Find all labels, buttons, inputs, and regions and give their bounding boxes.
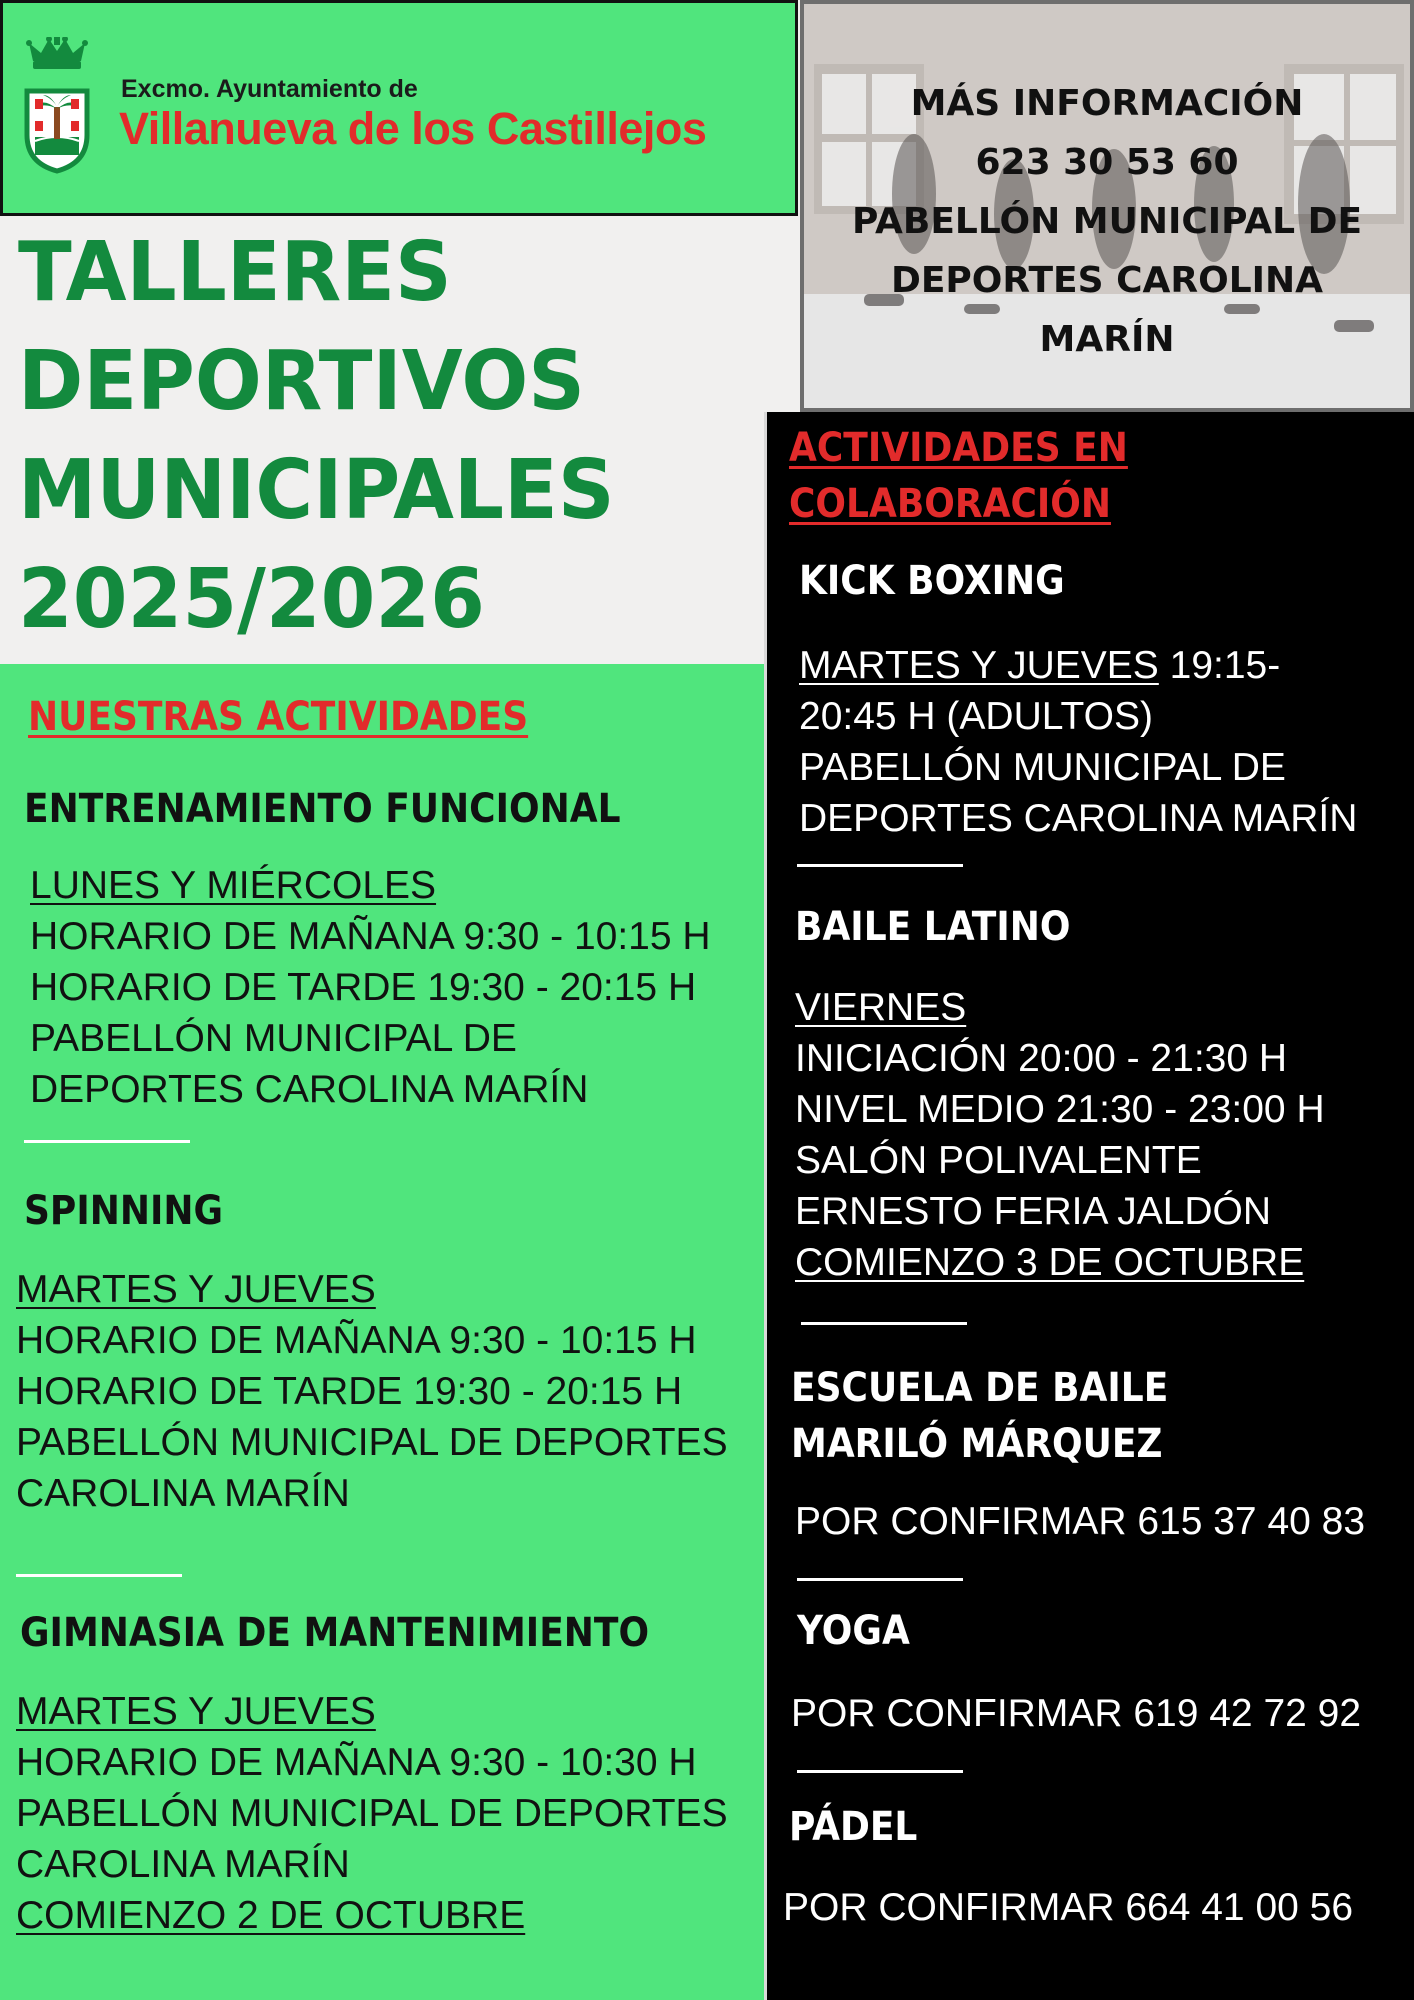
divider — [801, 1322, 967, 1325]
schedule-time: 19:15- — [1158, 644, 1281, 687]
collaboration-activities-panel — [764, 412, 1414, 2000]
escuela-title-line-2: MARILÓ MÁRQUEZ — [791, 1421, 1163, 1467]
activity-info-escuela-baile: POR CONFIRMAR 615 37 40 83 — [795, 1500, 1366, 1543]
schedule-days: MARTES Y JUEVES — [16, 1268, 376, 1311]
activity-schedule-kickboxing — [799, 640, 1357, 844]
activity-title-gimnasia: GIMNASIA DE MANTENIMIENTO — [20, 1610, 650, 1656]
collaboration-heading-line-1: ACTIVIDADES EN — [789, 425, 1128, 471]
activity-schedule-baile-latino — [795, 982, 1325, 1288]
municipal-header — [0, 0, 798, 216]
schedule-days: LUNES Y MIÉRCOLES — [30, 864, 437, 907]
schedule-line: HORARIO DE TARDE 19:30 - 20:15 H — [30, 966, 697, 1009]
poster-title — [18, 218, 639, 654]
divider — [797, 1578, 963, 1581]
schedule-line: HORARIO DE TARDE 19:30 - 20:15 H — [16, 1370, 683, 1413]
info-venue-line-2: DEPORTES CAROLINA — [890, 260, 1324, 301]
schedule-line: NIVEL MEDIO 21:30 - 23:00 H — [795, 1088, 1325, 1131]
activity-title-yoga: YOGA — [797, 1608, 910, 1654]
municipal-crest-icon — [21, 37, 93, 177]
divider — [24, 1140, 190, 1143]
schedule-line: 20:45 H (ADULTOS) — [799, 695, 1154, 738]
own-activities-panel — [0, 664, 764, 2000]
activity-schedule-spinning — [16, 1264, 728, 1519]
title-line-4: 2025/2026 — [18, 552, 485, 647]
activity-title-baile-latino: BAILE LATINO — [795, 904, 1071, 950]
schedule-line: PABELLÓN MUNICIPAL DE — [30, 1017, 517, 1060]
title-line-2: DEPORTIVOS — [18, 334, 585, 429]
org-name-prefix: Excmo. Ayuntamiento de — [121, 75, 418, 103]
activity-info-yoga: POR CONFIRMAR 619 42 72 92 — [791, 1692, 1362, 1735]
info-phone: 623 30 53 60 — [975, 142, 1239, 183]
schedule-line: HORARIO DE MAÑANA 9:30 - 10:15 H — [16, 1319, 697, 1362]
activity-title-funcional: ENTRENAMIENTO FUNCIONAL — [24, 786, 621, 832]
title-line-3: MUNICIPALES — [18, 443, 615, 538]
org-name-town: Villanueva de los Castillejos — [119, 103, 707, 154]
activity-title-escuela-baile — [791, 1360, 1168, 1472]
schedule-days: MARTES Y JUEVES — [799, 644, 1159, 687]
collaboration-heading-line-2: COLABORACIÓN — [789, 481, 1112, 527]
schedule-line: PABELLÓN MUNICIPAL DE — [799, 746, 1286, 789]
schedule-line: CAROLINA MARÍN — [16, 1472, 350, 1515]
schedule-days: MARTES Y JUEVES — [16, 1690, 376, 1733]
activity-title-kickboxing: KICK BOXING — [799, 558, 1065, 604]
schedule-line: PABELLÓN MUNICIPAL DE DEPORTES — [16, 1792, 728, 1835]
schedule-line: ERNESTO FERIA JALDÓN — [795, 1190, 1272, 1233]
info-venue-line-3: MARÍN — [1039, 319, 1175, 360]
activity-title-padel: PÁDEL — [789, 1804, 918, 1850]
schedule-line: DEPORTES CAROLINA MARÍN — [30, 1068, 589, 1111]
activity-schedule-funcional — [30, 860, 711, 1115]
schedule-start-date: COMIENZO 3 DE OCTUBRE — [795, 1241, 1305, 1284]
schedule-line: INICIACIÓN 20:00 - 21:30 H — [795, 1037, 1288, 1080]
schedule-line: CAROLINA MARÍN — [16, 1843, 350, 1886]
activity-schedule-gimnasia — [16, 1686, 728, 1941]
escuela-title-line-1: ESCUELA DE BAILE — [791, 1365, 1169, 1411]
schedule-line: DEPORTES CAROLINA MARÍN — [799, 797, 1358, 840]
activity-info-padel: POR CONFIRMAR 664 41 00 56 — [783, 1886, 1354, 1929]
divider — [797, 864, 963, 867]
title-line-1: TALLERES — [18, 225, 452, 320]
info-photo-panel — [800, 0, 1414, 412]
schedule-start-date: COMIENZO 2 DE OCTUBRE — [16, 1894, 526, 1937]
schedule-line: HORARIO DE MAÑANA 9:30 - 10:30 H — [16, 1741, 697, 1784]
schedule-line: SALÓN POLIVALENTE — [795, 1139, 1202, 1182]
schedule-days: VIERNES — [795, 986, 967, 1029]
schedule-line: PABELLÓN MUNICIPAL DE DEPORTES — [16, 1421, 728, 1464]
divider — [797, 1770, 963, 1773]
contact-info — [804, 74, 1410, 369]
info-venue-line-1: PABELLÓN MUNICIPAL DE — [851, 201, 1363, 242]
collaboration-heading — [789, 420, 1128, 532]
activity-title-spinning: SPINNING — [24, 1188, 224, 1234]
own-activities-heading: NUESTRAS ACTIVIDADES — [28, 694, 529, 740]
info-heading: MÁS INFORMACIÓN — [910, 83, 1304, 124]
divider — [16, 1574, 182, 1577]
schedule-line: HORARIO DE MAÑANA 9:30 - 10:15 H — [30, 915, 711, 958]
